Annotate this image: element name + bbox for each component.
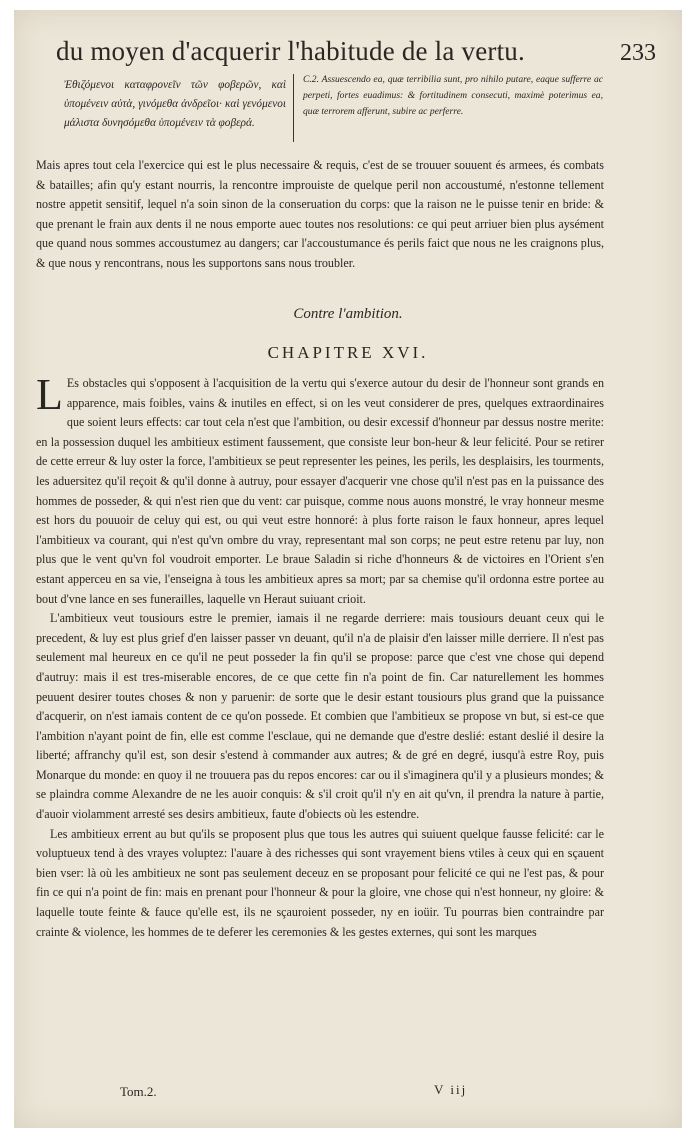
- running-title: du moyen d'acquerir l'habitude de la vertu.: [56, 36, 525, 66]
- paragraph-1-text: Es obstacles qui s'opposent à l'acquisition de la vertu qui s'exerce autour du desir de l'honneur sont grands en apparence, mais foibles, vains & inutiles en effect, si on les veut considerer de pres, quelques extraordinaires que soient leurs effects: car tout cela n'est que l'ambition, ou desir excessif d'honneur par dessus nostre merite: en la possession duquel les ambitieux estiment faussement, que consiste leur bon-heur & leur felicité. Pour se retirer de cette erreur & luy oster la force, l'ambitieux se peut representer les peines, les perils, les desplaisirs, les tourments, les aduersitez qu'il reçoit & qu'il donne à autruy, pour essayer d'acquerir vne chose qu'il n'est pas en la puissance des hommes de posseder, & qui n'est rien que du vent: car puisque, comme nous auons monstré, le vray honneur mesme est hors du pouuoir de celuy qui est, ou qui veut estre honnoré: à plus forte raison le faux honneur, apres lequel l'ambitieux va courant, qui n'est qu'vn ombre du vray, representant mal son corps; ne peut estre retenu par luy, non plus que le vent qu'vn fol voudroit emporter. Le braue Saladin si riche d'honneurs & de victoires en l'Orient s'en estant apperceu en sa vie, l'enseigna à tous les ambitieux apres sa mort; par sa chemise qu'il ordonna estre portee au bout d'vne lance en ses funerailles, laquelle vn Heraut suiuant crioit.: [36, 376, 604, 606]
- volume-signature: Tom.2.: [120, 1084, 157, 1099]
- greek-sidenote: Ἐθιζόμενοι καταφρονεῖν τῶν φοβερῶν, καὶ ὑπομένειν αὐτὰ, γινόμεθα ἀνδρεῖοι· καὶ γενόμενοι μάλιστα δυνησόμεθα ὑπομένειν τὰ φοβερά.: [64, 79, 286, 129]
- column-divider: [293, 74, 294, 142]
- section-title: Contre l'ambition.: [293, 306, 403, 322]
- latin-sidenote: C.2. Assuescendo ea, quæ terribilia sunt, pro nihilo putare, eaque sufferre ac perpeti, fortes euadimus: & fortitudinem consecuti, maximè poterimus ea, quæ terrorem afferunt, subire ac perferre.: [303, 74, 603, 117]
- page-number: 233: [620, 40, 656, 66]
- intro-paragraph: Mais apres tout cela l'exercice qui est le plus necessaire & requis, c'est de se trouuer souuent és armees, és combats & batailles; afin qu'y estant nourris, la rencontre improuiste de quelque peril non accoustumé, n'estonne tellement nostre appetit sensitif, lequel n'a soin sinon de la conseruation du corps: que la raison ne le puisse tenir en bride: & que prenant le frain aux dents il ne nous emporte auec toutes nos resolutions: ce qui peut arriuer bien plus aysément que quand nous sommes accoustumez au dangers; car l'accoustumance és perils faict que nous ne les craignons plus, & que nous y rencontrans, nous les supportons sans nous troubler.: [36, 158, 604, 270]
- quire-mark: V iij: [434, 1082, 468, 1097]
- drop-cap: L: [36, 370, 63, 419]
- chapter-body: [36, 370, 604, 942]
- chapter-paragraph-2: L'ambitieux veut tousiours estre le premier, iamais il ne regarde derriere: mais tousiours deuant ceux qui le precedent, & luy est plus grief d'en laisser passer vn deuant, qu'il n'a de plaisir d'en laisser mille derriere. Il n'est pas seulement mal heureux en ce qu'il ne peut posseder la fin qu'il se propose: parce que c'est vne chose qui depend d'autruy: mais il est tres-miserable encores, de ce que cette fin n'a point de fin. Car naturellement les hommes peuuent desirer toutes choses & non y paruenir: de sorte que le desir estant tousiours plus grand que la puissance d'acquerir, on n'est iamais content de ce qu'on possede. Et combien que l'ambitieux se propose vn but, si est-ce que l'ambition n'ayant point de fin, elle est comme l'esclaue, qui ne demande que d'estre deslié: estant deslié il desire la liberté; affranchy qu'il est, son desir s'estend à commander aux autres; & de gré en degré, iusqu'à estre Roy, puis Monarque du monde: en quoy il ne trouuera pas du repos encores: car ou il s'imaginera qu'il y a plusieurs mondes; & se plaindra comme Alexandre de ne les auoir conquis: & s'il croit qu'il n'y en ait qu'vn, il prendra la nature à partie, d'auoir violamment arresté ses desirs ambitieux, faute d'obiects où les estendre.: [36, 611, 604, 822]
- chapter-heading: CHAPITRE XVI.: [267, 343, 429, 362]
- chapter-paragraph-1: [36, 370, 604, 609]
- chapter-paragraph-3: Les ambitieux errent au but qu'ils se proposent plus que tous les autres qui suiuent quelque fausse felicité: car le voluptueux tend à des vrayes voluptez: l'auare à des richesses qui sont vrayement biens vtiles à ceux qui en sçauent bien vser: là où les ambitieux ne sont pas seulement deceuz en se proposant pour felicité ce qui ne l'est pas, & pour fin ce qui n'a point de fin: mais en prenant pour l'honneur & pour la gloire, vne chose qui n'est honneur, ny gloire: & laquelle toute feinte & fauce qu'elle est, ils ne sçauroient posseder, ny en ioüir. Tu pourras bien contraindre par crainte & violence, les hommes de te deferer les ceremonies & les gestes externes, qui sont les marques: [36, 826, 604, 939]
- book-page: [14, 10, 682, 1128]
